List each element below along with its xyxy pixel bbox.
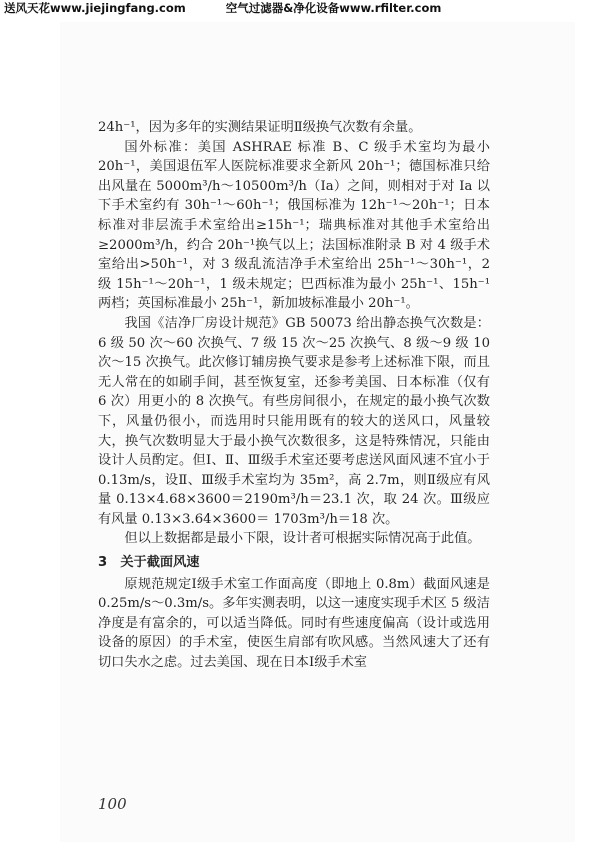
page-number: 100 — [98, 795, 127, 813]
paragraph-section-3: 原规范规定Ⅰ级手术室工作面高度（即地上 0.8m）截面风速是 0.25m/s～0.3m/s。多年实测表明，以这一速度实现手术区 5 级洁净度是有富余的，可以适当降低。同时有些速度偏高（设计或选用设备的原因）的手术室，使医生肩部有吹风感。当然风速大了还有切口失水之虑。过去美国、现在日本Ⅰ级手术室 — [98, 576, 490, 671]
paragraph-minimum-note: 但以上数据都是最小下限，设计者可根据实际情况高于此值。 — [124, 531, 481, 547]
watermark-left: 送风天花www.jiejingfang.com — [4, 1, 186, 15]
paragraph-1: 24h⁻¹，因为多年的实测结果证明Ⅱ级换气次数有余量。 — [98, 120, 422, 135]
paragraph-foreign-standards: 国外标准：美国 ASHRAE 标准 B、C 级手术室均为最小 20h⁻¹，美国退伍军人医院标准要求全新风 20h⁻¹；德国标准只给出风量在 5000m³/h～10500m³/h（Ia）之间，则相对于对 Ia 以下手术室约有 30h⁻¹～60h⁻¹；俄国标准为 12h⁻¹～20h⁻¹；日本标准对非层流手术室给出≥15h⁻¹；瑞典标准对其他手术室给出≥2000m³/h，约合 20h⁻¹换气以上；法国标准附录 B 对 4 级手术室给出>50h⁻¹，对 3 级乱流洁净手术室给出 25h⁻¹～30h⁻¹，2 级 15h⁻¹～20h⁻¹，1 级未规定；巴西标准为最小 25h⁻¹、15h⁻¹两档；英国标准最小 25h⁻¹，新加坡标准最小 20h⁻¹。 — [98, 139, 490, 312]
header-watermark — [4, 0, 477, 16]
section-heading: 3 关于截面风速 — [98, 555, 200, 571]
paragraph-national-standard: 我国《洁净厂房设计规范》GB 50073 给出静态换气次数是：6 级 50 次～60 次换气、7 级 15 次～25 次换气、8 级～9 级 10 次～15 次换气。此次修订辅房换气要求是参考上述标准下限，而且无人常在的如刷手间，甚至恢复室，还参考美国、日本标准（仅有 6 次）用更小的 8 次换气。有些房间很小，在规定的最小换气次数下，风量仍很小，而选用时只能用既有的较大的送风口，风量较大，换气次数明显大于最小换气次数很多，这是特殊情况，只能由设计人员酌定。但Ⅰ、Ⅱ、Ⅲ级手术室还要考虑送风面风速不宜小于 0.13m/s，设Ⅱ、Ⅲ级手术室均为 35m²，高 2.7m，则Ⅱ级应有风量 0.13×4.68×3600＝2190m³/h＝23.1 次，取 24 次。Ⅲ级应有风量 0.13×3.64×3600＝ 1703m³/h＝18 次。 — [98, 315, 490, 527]
watermark-right: 空气过滤器&净化设备www.rfilter.com — [225, 1, 442, 15]
document-body — [98, 118, 490, 673]
